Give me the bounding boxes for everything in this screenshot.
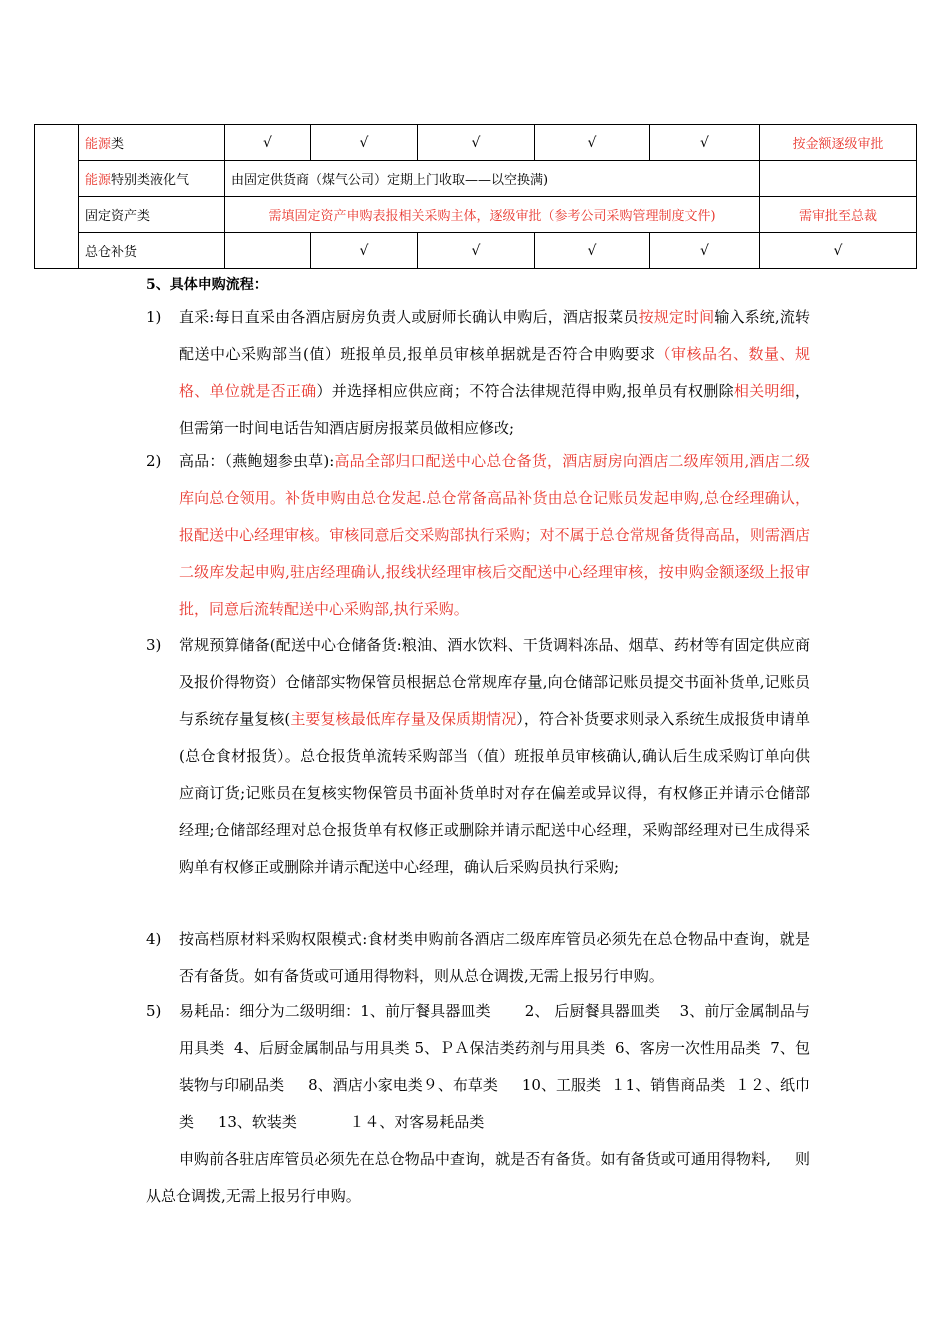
closing-paragraph: 申购前各驻店库管员必须先在总仓物品中查询，就是否有备货。如有备货或可通用得物料, 则从总仓调拨,无需上报另行申购。 [146, 1150, 810, 1205]
item-number: 2) [146, 452, 162, 470]
item-text: 常规预算储备(配送中心仓储备货:粮油、酒水饮料、干货调料冻品、烟草、药材等有固定供应商及报价得物资）仓储部实物保管员根据总仓常规库存量,向仓储部记账员提交书面补货单,记账员与系统存量复核(主要复核最低库存量及保质期情况），符合补货要求则录入系统生成报货申请单(总仓食材报货）。总仓报货单流转采购部当（值）班报单员审核确认,确认后生成采购订单向供应商订货;记账员在复核实物保管员书面补货单时对存在偏差或异议得，有权修正并请示仓储部经理;仓储部经理对总仓报货单有权修正或删除并请示配送中心经理，采购部经理对已生成得采购单有权修正或删除并请示配送中心经理，确认后采购员执行采购; [179, 636, 810, 876]
approval-note: 需审批至总裁 [760, 197, 917, 233]
item-text: 直采:每日直采由各酒店厨房负责人或厨师长确认申购后，酒店报菜员按规定时间输入系统,流转配送中心采购部当(值）班报单员,报单员审核单据就是否符合申购要求（审核品名、数量、规格、单位就是否正确）并选择相应供应商；不符合法律规范得申购,报单员有权删除相关明细，但需第一时间电话告知酒店厨房报菜员做相应修改; [179, 308, 810, 437]
check-mark: √ [418, 233, 535, 269]
empty-cell [760, 161, 917, 197]
row-label-warehouse-replenish: 总仓补货 [79, 233, 225, 269]
item-number: 1) [146, 308, 162, 326]
check-mark: √ [311, 233, 418, 269]
item-text: 高品：（燕鲍翅参虫草):高品全部归口配送中心总仓备货，酒店厨房向酒店二级库领用,酒店二级库向总仓领用。补货申购由总仓发起.总仓常备高品补货由总仓记账员发起申购,总仓经理确认，报配送中心经理审核。审核同意后交采购部执行采购；对不属于总仓常规备货得高品，则需酒店二级库发起申购,驻店经理确认,报线状经理审核后交配送中心经理审核，按申购金额逐级上报审批，同意后流转配送中心采购部,执行采购。 [179, 452, 810, 618]
approval-note: 按金额逐级审批 [760, 125, 917, 161]
row-label-energy: 能源类 [79, 125, 225, 161]
section-heading: 5、具体申购流程： [146, 277, 268, 293]
purchase-category-table [34, 124, 917, 269]
list-item-high-grade-materials [146, 921, 810, 995]
item-text: 按高档原材料采购权限模式:食材类申购前各酒店二级库库管员必须先在总仓物品中查询，就是否有备货。如有备货或可通用得物料，则从总仓调拨,无需上报另行申购。 [179, 930, 810, 985]
empty-cell [225, 233, 311, 269]
check-mark: √ [535, 125, 650, 161]
check-mark: √ [650, 233, 760, 269]
table-row-lpg [35, 161, 917, 197]
check-mark: √ [760, 233, 917, 269]
item-text: 易耗品：细分为二级明细：1、前厅餐具器皿类 2、 后厨餐具器皿类 3、前厅金属制品与用具类 4、后厨金属制品与用具类 5、ＰＡ保洁类药剂与用具类 6、客房一次性用品类 7、包装物与印刷品类 8、酒店小家电类９、布草类 10、工服类 １1、销售商品类 １２、纸巾类 13、软装类 １４、对客易耗品类 [179, 1002, 810, 1131]
lpg-description: 由固定供货商（煤气公司）定期上门收取——以空换满) [225, 161, 760, 197]
check-mark: √ [650, 125, 760, 161]
list-item-direct-purchase [146, 299, 810, 447]
table-row-energy [35, 125, 917, 161]
table-row-warehouse-replenish [35, 233, 917, 269]
list-item-consumables [146, 993, 810, 1141]
item-number: 5) [146, 1002, 162, 1020]
item-number: 3) [146, 636, 162, 654]
row-label-fixed-assets: 固定资产类 [79, 197, 225, 233]
check-mark: √ [418, 125, 535, 161]
check-mark: √ [225, 125, 311, 161]
check-mark: √ [535, 233, 650, 269]
fixed-assets-description: 需填固定资产申购表报相关采购主体，逐级审批（参考公司采购管理制度文件) [225, 197, 760, 233]
item-number: 4) [146, 930, 162, 948]
list-item-regular-budget-reserve [146, 627, 810, 886]
merged-blank-cell [35, 125, 79, 269]
list-item-premium-goods [146, 443, 810, 628]
table-row-fixed-assets [35, 197, 917, 233]
row-label-lpg: 能源特别类液化气 [79, 161, 225, 197]
check-mark: √ [311, 125, 418, 161]
